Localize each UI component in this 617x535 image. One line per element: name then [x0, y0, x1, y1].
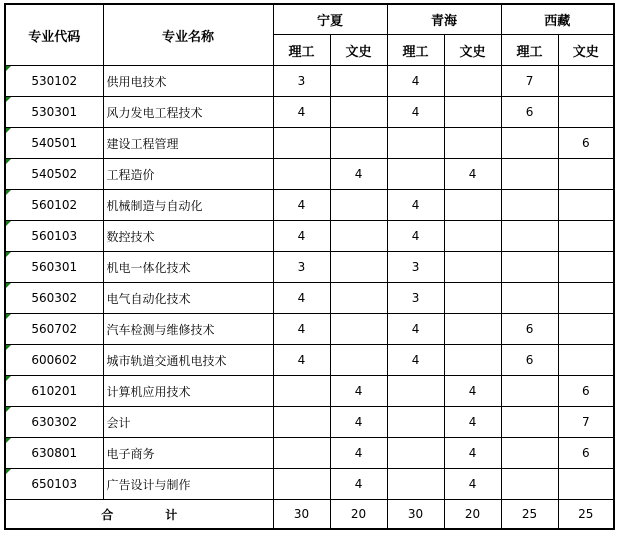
quota-cell: 4	[387, 97, 444, 128]
quota-cell	[444, 283, 501, 314]
quota-cell	[387, 407, 444, 438]
header-region-ningxia: 宁夏	[273, 4, 387, 35]
header-subject: 理工	[501, 35, 558, 66]
major-name-cell: 风力发电工程技术	[103, 97, 273, 128]
quota-cell: 3	[387, 252, 444, 283]
quota-cell	[387, 438, 444, 469]
quota-cell: 7	[501, 66, 558, 97]
quota-cell: 4	[387, 345, 444, 376]
quota-cell	[501, 407, 558, 438]
header-subject: 文史	[558, 35, 614, 66]
quota-cell	[273, 407, 330, 438]
quota-cell: 4	[387, 66, 444, 97]
quota-cell: 4	[387, 190, 444, 221]
quota-cell: 6	[558, 438, 614, 469]
quota-cell	[273, 469, 330, 500]
header-subject: 理工	[387, 35, 444, 66]
table-row	[5, 345, 614, 376]
major-code-cell: 650103	[5, 469, 103, 500]
header-row-regions	[5, 4, 614, 35]
quota-cell: 4	[330, 407, 387, 438]
quota-cell: 6	[558, 376, 614, 407]
quota-cell	[558, 469, 614, 500]
quota-cell	[558, 221, 614, 252]
table-row	[5, 376, 614, 407]
quota-cell	[444, 221, 501, 252]
quota-cell: 4	[387, 221, 444, 252]
total-value: 25	[501, 500, 558, 530]
table-row	[5, 283, 614, 314]
quota-cell: 4	[444, 407, 501, 438]
quota-cell: 6	[501, 345, 558, 376]
major-code-cell: 530102	[5, 66, 103, 97]
major-name-cell: 汽车检测与维修技术	[103, 314, 273, 345]
quota-cell	[330, 66, 387, 97]
major-name-cell: 建设工程管理	[103, 128, 273, 159]
quota-cell	[330, 314, 387, 345]
quota-cell	[387, 469, 444, 500]
quota-cell	[558, 159, 614, 190]
quota-cell: 4	[444, 469, 501, 500]
quota-cell	[558, 283, 614, 314]
quota-cell: 6	[501, 97, 558, 128]
major-code-cell: 630801	[5, 438, 103, 469]
quota-cell	[273, 438, 330, 469]
quota-cell: 6	[501, 314, 558, 345]
header-region-qinghai: 青海	[387, 4, 501, 35]
table-row	[5, 252, 614, 283]
quota-cell	[501, 376, 558, 407]
quota-cell: 4	[273, 314, 330, 345]
quota-cell	[330, 128, 387, 159]
total-row	[5, 500, 614, 530]
quota-cell: 7	[558, 407, 614, 438]
quota-cell: 4	[444, 159, 501, 190]
major-name-cell: 城市轨道交通机电技术	[103, 345, 273, 376]
quota-cell: 4	[444, 376, 501, 407]
table-row	[5, 97, 614, 128]
quota-cell	[501, 159, 558, 190]
quota-cell	[501, 190, 558, 221]
major-code-cell: 560302	[5, 283, 103, 314]
table-row	[5, 159, 614, 190]
quota-cell	[501, 252, 558, 283]
total-value: 20	[330, 500, 387, 530]
quota-cell: 4	[330, 376, 387, 407]
quota-cell	[558, 66, 614, 97]
quota-cell	[387, 376, 444, 407]
quota-cell: 4	[330, 469, 387, 500]
quota-cell	[558, 252, 614, 283]
quota-cell: 4	[273, 190, 330, 221]
quota-cell: 6	[558, 128, 614, 159]
quota-cell	[501, 128, 558, 159]
major-code-cell: 630302	[5, 407, 103, 438]
major-name-cell: 机电一体化技术	[103, 252, 273, 283]
quota-cell	[387, 128, 444, 159]
table-row	[5, 66, 614, 97]
total-value: 30	[387, 500, 444, 530]
quota-cell	[273, 376, 330, 407]
quota-cell: 4	[444, 438, 501, 469]
quota-cell	[558, 190, 614, 221]
quota-cell	[273, 128, 330, 159]
major-name-cell: 数控技术	[103, 221, 273, 252]
major-code-cell: 560102	[5, 190, 103, 221]
quota-cell: 3	[273, 66, 330, 97]
quota-cell	[444, 97, 501, 128]
quota-cell	[330, 97, 387, 128]
table-row	[5, 407, 614, 438]
major-code-cell: 540502	[5, 159, 103, 190]
quota-cell: 4	[273, 345, 330, 376]
quota-cell	[330, 345, 387, 376]
quota-cell	[558, 345, 614, 376]
quota-cell: 4	[273, 97, 330, 128]
table-row	[5, 469, 614, 500]
quota-cell: 4	[330, 159, 387, 190]
table-row	[5, 190, 614, 221]
quota-cell	[444, 128, 501, 159]
quota-cell: 3	[387, 283, 444, 314]
quota-cell	[444, 66, 501, 97]
quota-cell: 4	[330, 438, 387, 469]
major-name-cell: 计算机应用技术	[103, 376, 273, 407]
quota-cell	[330, 221, 387, 252]
table-row	[5, 128, 614, 159]
quota-cell	[444, 190, 501, 221]
quota-cell	[273, 159, 330, 190]
quota-cell	[330, 283, 387, 314]
quota-cell: 4	[273, 283, 330, 314]
header-major-name: 专业名称	[103, 4, 273, 66]
major-code-cell: 560702	[5, 314, 103, 345]
quota-cell	[558, 314, 614, 345]
table-row	[5, 438, 614, 469]
major-code-cell: 540501	[5, 128, 103, 159]
major-code-cell: 560103	[5, 221, 103, 252]
table-row	[5, 314, 614, 345]
total-value: 30	[273, 500, 330, 530]
major-name-cell: 电子商务	[103, 438, 273, 469]
quota-cell	[330, 190, 387, 221]
quota-cell	[558, 97, 614, 128]
quota-cell	[444, 314, 501, 345]
enrollment-plan-table	[4, 3, 615, 530]
major-name-cell: 机械制造与自动化	[103, 190, 273, 221]
quota-cell	[501, 438, 558, 469]
header-major-code: 专业代码	[5, 4, 103, 66]
total-value: 25	[558, 500, 614, 530]
major-code-cell: 600602	[5, 345, 103, 376]
major-code-cell: 560301	[5, 252, 103, 283]
total-label: 合 计	[5, 500, 273, 530]
quota-cell	[330, 252, 387, 283]
quota-cell	[387, 159, 444, 190]
header-subject: 文史	[330, 35, 387, 66]
quota-cell: 3	[273, 252, 330, 283]
quota-cell	[501, 469, 558, 500]
major-name-cell: 会计	[103, 407, 273, 438]
major-code-cell: 530301	[5, 97, 103, 128]
quota-cell	[501, 221, 558, 252]
major-name-cell: 供用电技术	[103, 66, 273, 97]
header-subject: 理工	[273, 35, 330, 66]
header-subject: 文史	[444, 35, 501, 66]
table-row	[5, 221, 614, 252]
quota-cell: 4	[387, 314, 444, 345]
quota-cell	[501, 283, 558, 314]
quota-cell	[444, 345, 501, 376]
major-code-cell: 610201	[5, 376, 103, 407]
header-region-tibet: 西藏	[501, 4, 614, 35]
quota-cell	[444, 252, 501, 283]
major-name-cell: 广告设计与制作	[103, 469, 273, 500]
major-name-cell: 工程造价	[103, 159, 273, 190]
quota-cell: 4	[273, 221, 330, 252]
major-name-cell: 电气自动化技术	[103, 283, 273, 314]
total-value: 20	[444, 500, 501, 530]
